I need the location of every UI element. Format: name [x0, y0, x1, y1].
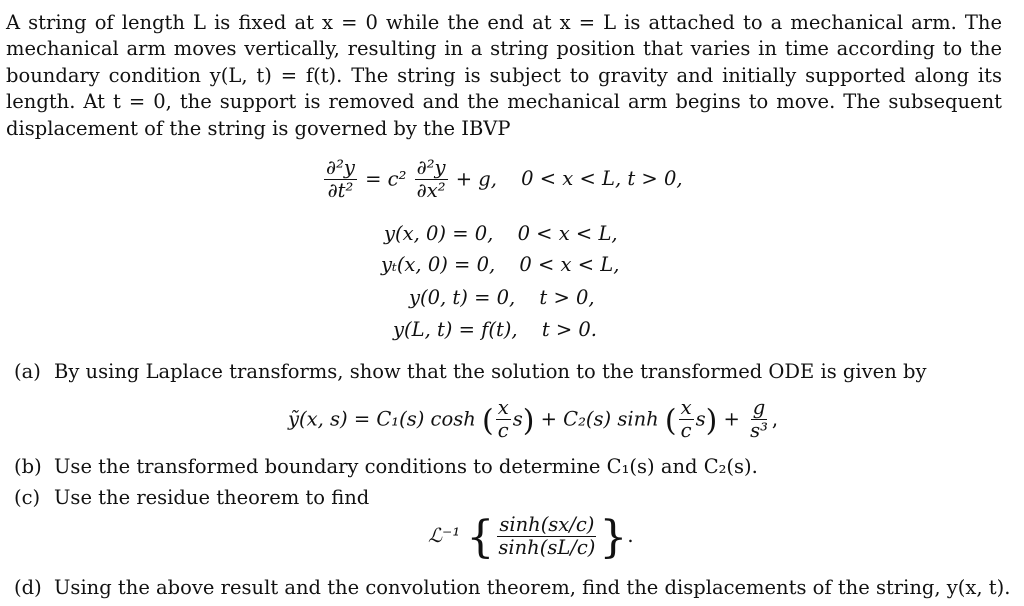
ic1-expr: y(x, 0) = 0, [384, 222, 494, 245]
pde-rhs-den: ∂x² [416, 179, 446, 203]
c-eq-brace-close: } [599, 512, 628, 563]
part-b-label: (b) [14, 455, 42, 478]
a-eq-arg-fraction-2 [679, 398, 694, 442]
part-a-equation [288, 398, 778, 442]
pde-tail: + g, [455, 167, 497, 191]
a-eq-paren-close-2: ) [705, 403, 718, 439]
a-eq-mid: + C₂(s) sinh [540, 407, 659, 431]
pde-lhs-num: ∂²y [326, 156, 355, 179]
ic1-condition: 0 < x < L, [517, 222, 618, 245]
pde-mid: = c² [365, 167, 407, 191]
part-d-text: Using the above result and the convolution theorem, find the displacements of the string, y(x, t). [54, 576, 1011, 599]
a-eq-arg-den-2: c [680, 419, 692, 443]
part-b [14, 455, 758, 478]
a-eq-arg-num-2: x [680, 396, 692, 419]
part-c [14, 486, 369, 509]
ic2-expr: yₜ(x, 0) = 0, [381, 253, 496, 276]
pde-condition: 0 < x < L, t > 0, [521, 167, 683, 191]
a-eq-arg-num-1: x [497, 396, 509, 419]
part-c-equation [428, 512, 634, 563]
a-eq-s3: s³ [750, 419, 768, 443]
ic2-equation [381, 253, 619, 276]
intro-line-3: boundary condition y(L, t) = f(t). The string is subject to gravity and initially supported along its [6, 63, 1002, 87]
c-eq-brace-open: { [466, 512, 495, 563]
part-a [14, 360, 926, 383]
intro-line-1: A string of length L is fixed at x = 0 while the end at x = L is attached to a mechanical arm. The [6, 11, 1002, 34]
a-eq-plus: + [723, 407, 740, 431]
part-b-text: Use the transformed boundary conditions to determine C₁(s) and C₂(s). [54, 455, 758, 478]
pde-rhs-num: ∂²y [416, 156, 446, 179]
c-eq-fraction [496, 512, 597, 559]
a-eq-arg-fraction-1 [496, 398, 511, 442]
intro-line-2: mechanical arm moves vertically, resulting in a string position that varies in time according to the [6, 37, 1002, 61]
a-eq-paren-close-1: ) [522, 403, 535, 439]
pde-rhs-fraction [415, 158, 448, 202]
c-eq-num: sinh(sx/c) [499, 512, 595, 536]
c-eq-operator: ℒ⁻¹ [428, 524, 461, 547]
c-eq-den: sinh(sL/c) [498, 536, 596, 559]
a-eq-end: , [771, 407, 779, 431]
bc2-expr: y(L, t) = f(t), [393, 318, 518, 341]
ic1-equation [384, 222, 618, 245]
part-a-text: By using Laplace transforms, show that the solution to the transformed ODE is given by [54, 360, 927, 383]
problem-intro [6, 10, 1002, 142]
bc2-condition: t > 0. [541, 318, 598, 341]
a-eq-paren-open-1: ( [481, 403, 494, 439]
bc2-equation [393, 318, 597, 341]
intro-line-4: length. At t = 0, the support is removed and the mechanical arm begins to move. The subsequent [6, 90, 1002, 114]
c-eq-end: . [627, 524, 634, 547]
a-eq-arg-den-1: c [497, 419, 509, 443]
a-eq-paren-open-2: ( [664, 403, 677, 439]
ic2-condition: 0 < x < L, [519, 253, 620, 276]
intro-line-5: displacement of the string is governed by the IBVP [6, 116, 511, 140]
pde-equation [322, 158, 683, 202]
a-eq-g: g [752, 396, 766, 419]
a-eq-lhs: ỹ(x, s) = C₁(s) cosh [288, 407, 476, 431]
pde-lhs-den: ∂t² [327, 179, 354, 203]
a-eq-gravity-fraction [748, 398, 770, 442]
pde-lhs-fraction [324, 158, 357, 202]
bc1-equation [409, 286, 595, 309]
part-c-text: Use the residue theorem to find [54, 486, 370, 509]
bc1-condition: t > 0, [539, 286, 595, 309]
part-d [14, 576, 1010, 599]
part-a-label: (a) [14, 360, 41, 383]
a-eq-arg-s-1: s [512, 407, 523, 431]
part-c-label: (c) [14, 486, 41, 509]
part-d-label: (d) [14, 576, 42, 599]
bc1-expr: y(0, t) = 0, [409, 286, 516, 309]
a-eq-arg-s-2: s [695, 407, 706, 431]
